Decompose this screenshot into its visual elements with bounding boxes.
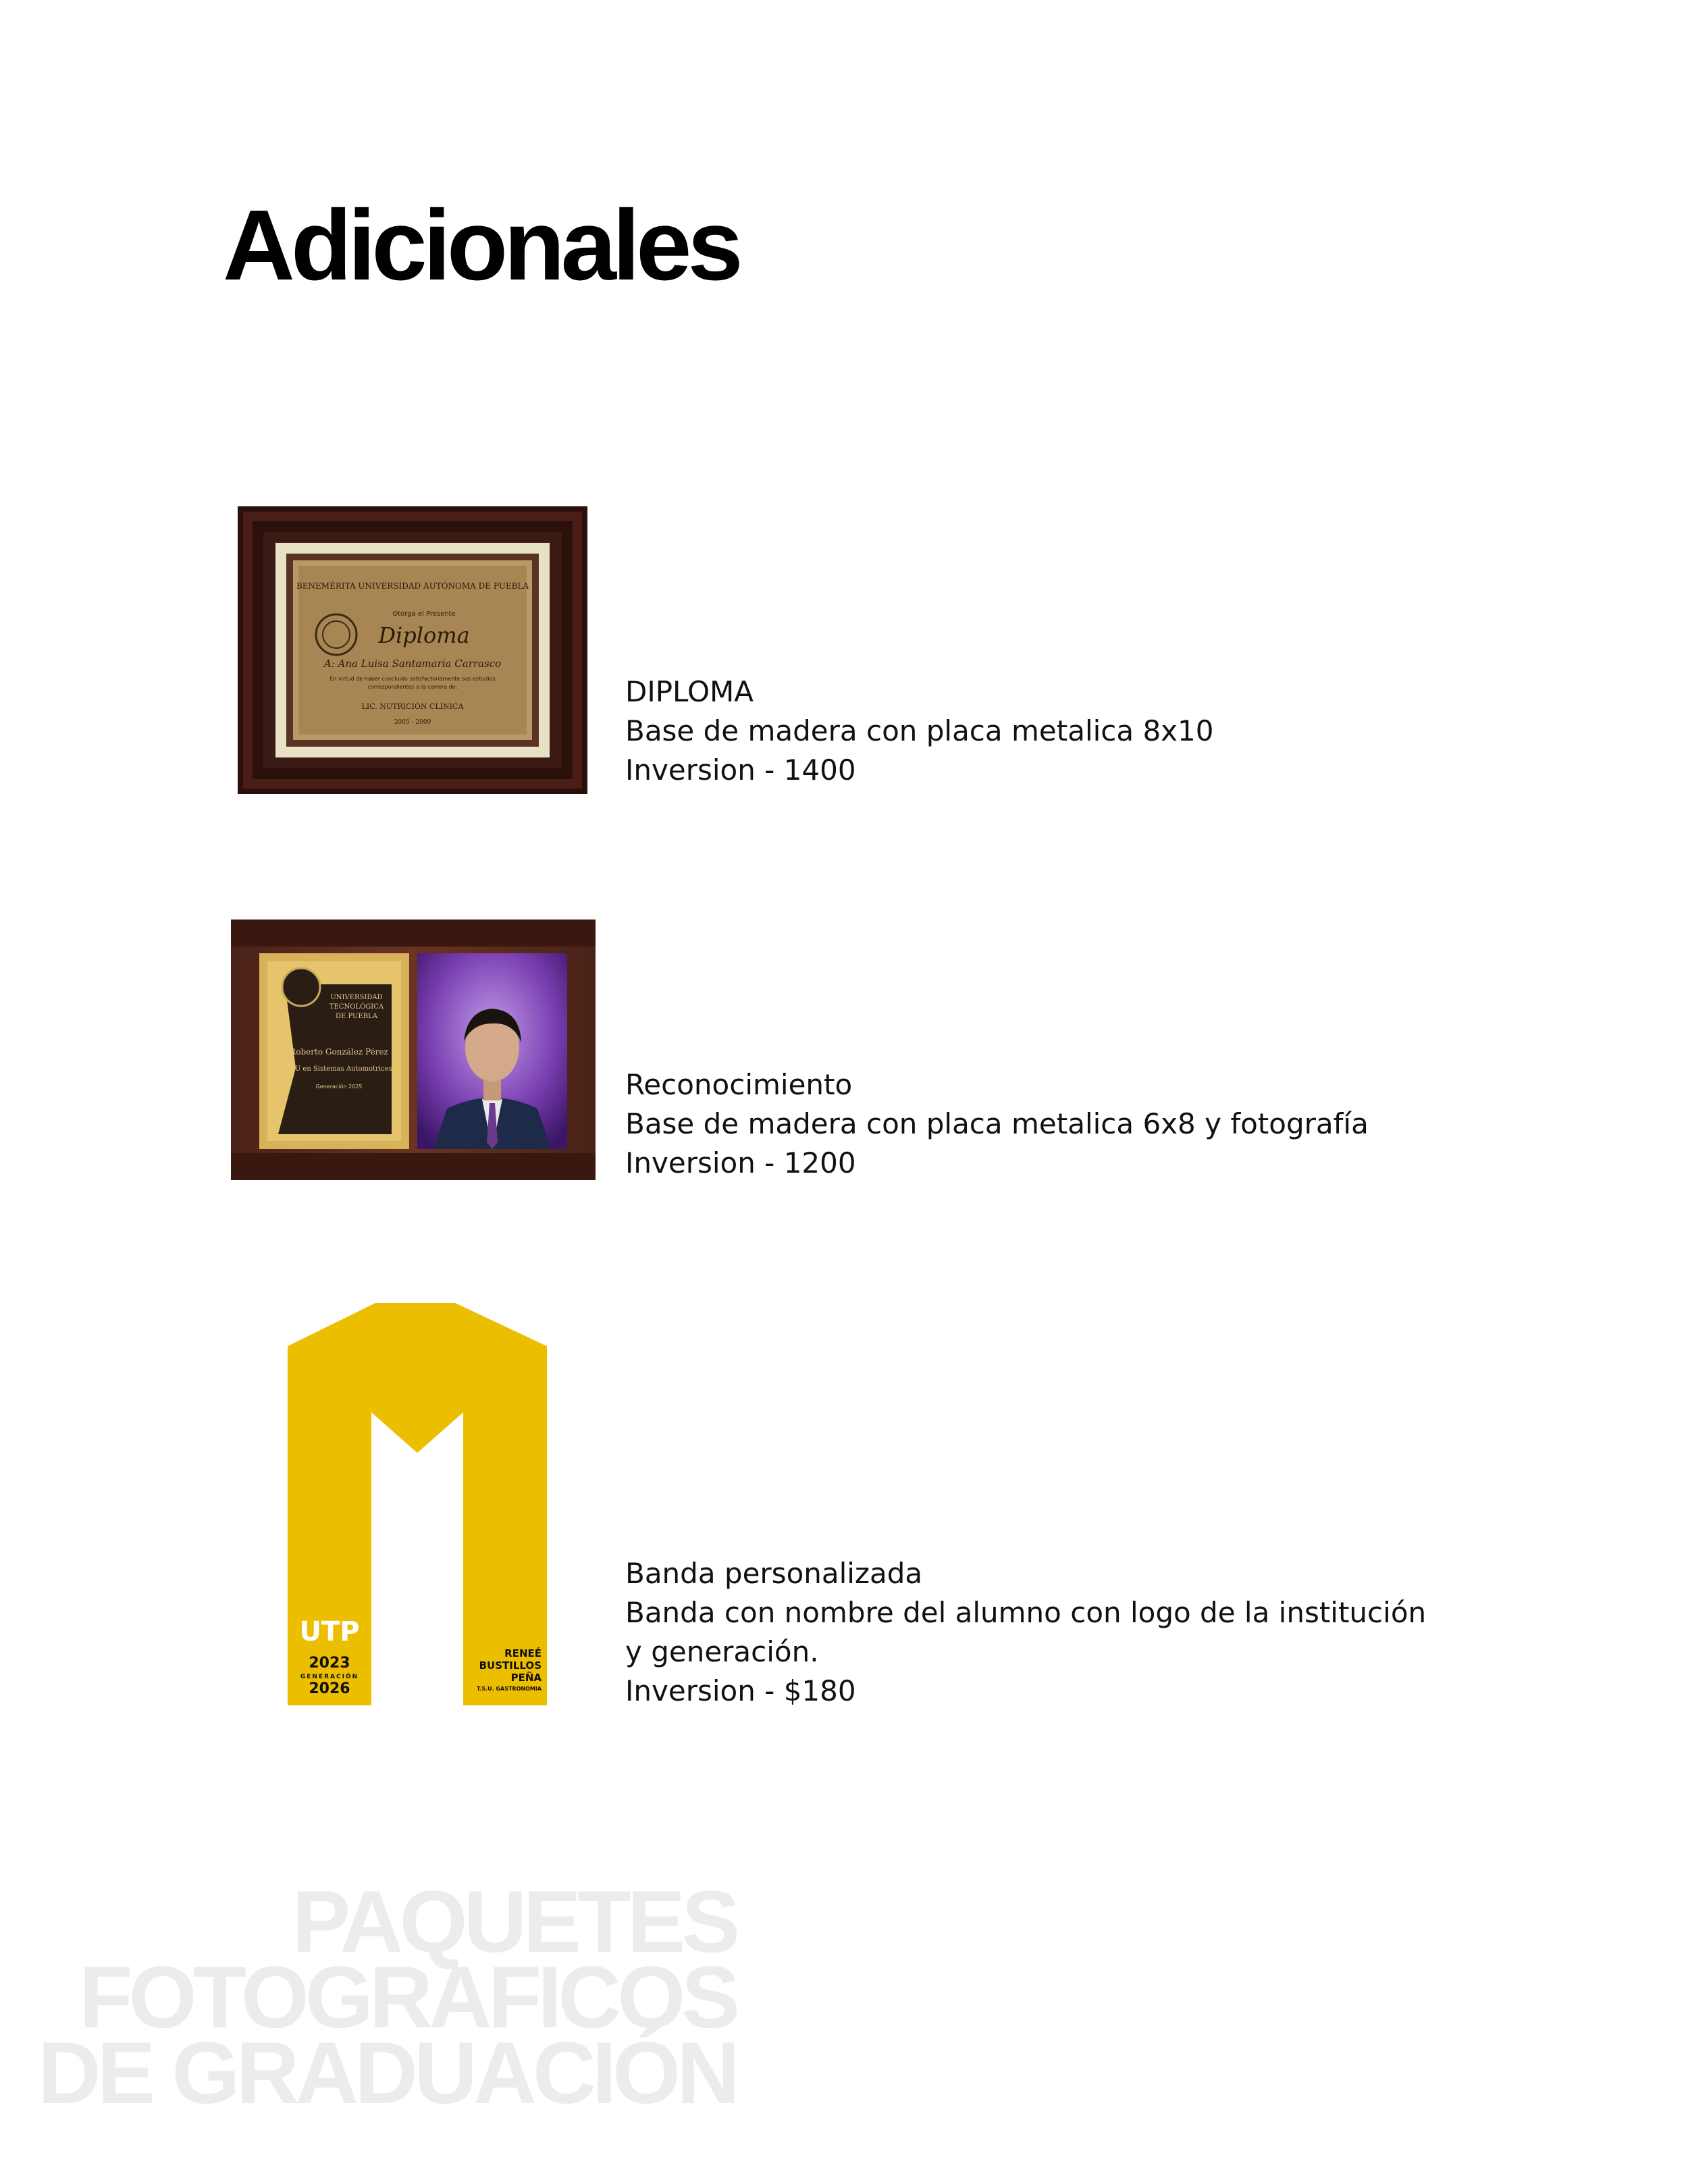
page-title: Adicionales	[223, 190, 739, 301]
plaque-body1: En virtud de haber concluido satisfactoriamente sus estudios	[329, 676, 496, 682]
plaque-grant: Otorga el Presente	[392, 610, 456, 618]
reconocimiento-plaque-image	[231, 920, 596, 1180]
recon-generation: Generación 2025	[315, 1084, 363, 1090]
banda-price: Inversion - $180	[625, 1674, 856, 1707]
sash-student-1: RENEÉ	[504, 1647, 542, 1659]
banda-name: Banda personalizada	[625, 1557, 923, 1590]
diploma-text	[625, 672, 1213, 790]
watermark	[37, 1872, 736, 2122]
watermark-line-1: PAQUETES	[292, 1872, 736, 1971]
reconocimiento-description: Base de madera con placa metalica 6x8 y fotografía	[625, 1107, 1369, 1140]
plaque-university: BENEMÉRITA UNIVERSIDAD AUTÓNOMA DE PUEBLA	[296, 581, 529, 591]
banda-description-2: y generación.	[625, 1635, 819, 1668]
reconocimiento-text	[625, 1065, 1369, 1183]
sash-student-2: BUSTILLOS	[479, 1659, 542, 1672]
recon-career: TSU en Sistemas Automotrices	[286, 1065, 392, 1073]
banda-description-1: Banda con nombre del alumno con logo de la institución	[625, 1596, 1427, 1629]
plaque-recipient: A: Ana Luisa Santamaria Carrasco	[323, 658, 502, 670]
sash-year-end: 2026	[309, 1680, 350, 1697]
recon-uni1: UNIVERSIDAD	[330, 994, 383, 1001]
sash-student-3: PEÑA	[510, 1672, 542, 1684]
plaque-years: 2005 - 2009	[394, 719, 431, 726]
sash-year-start: 2023	[309, 1655, 350, 1672]
diploma-frame-image	[238, 506, 587, 794]
diploma-name: DIPLOMA	[625, 675, 754, 708]
plaque-heading: Diploma	[378, 622, 470, 648]
watermark-line-2: FOTOGRAFICOS	[79, 1948, 736, 2046]
sash-career: T.S.U. GASTRONOMIA	[477, 1686, 542, 1692]
watermark-line-3: DE GRADUACIÓN	[37, 2023, 736, 2122]
recon-uni3: DE PUEBLA	[336, 1013, 377, 1020]
plaque-body2: correspondientes a la carrera de:	[367, 684, 458, 690]
diploma-price: Inversion - 1400	[625, 753, 856, 787]
reconocimiento-price: Inversion - 1200	[625, 1146, 856, 1179]
recon-uni2: TECNOLÓGICA	[329, 1003, 384, 1011]
banda-sash-image	[288, 1303, 547, 1705]
reconocimiento-name: Reconocimiento	[625, 1068, 853, 1101]
sash-logo: UTP	[299, 1616, 360, 1647]
banda-text	[625, 1554, 1426, 1711]
plaque-career: LIC. NUTRICIÓN CLÍNICA	[361, 702, 464, 711]
sash-generation: GENERACIÓN	[300, 1674, 359, 1680]
diploma-description: Base de madera con placa metalica 8x10	[625, 714, 1214, 747]
recon-recipient: Roberto González Pérez	[290, 1047, 388, 1057]
